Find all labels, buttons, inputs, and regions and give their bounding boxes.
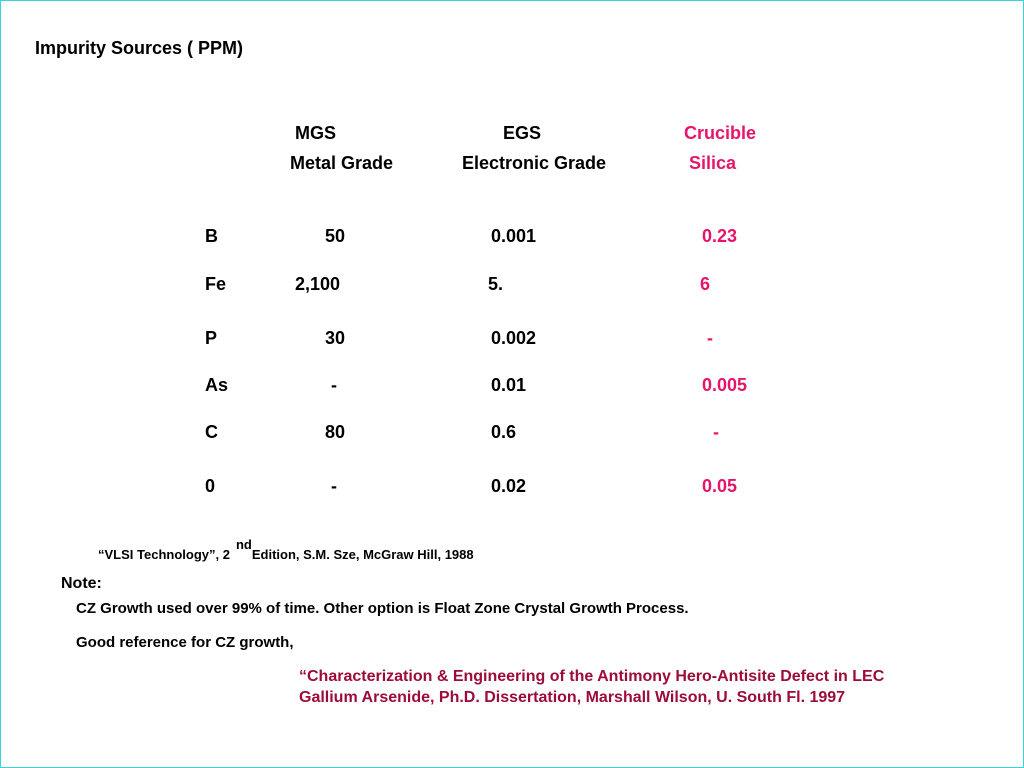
row-egs-value: 0.001 xyxy=(491,226,537,246)
row-crucible-value: - xyxy=(707,328,713,348)
citation xyxy=(98,537,474,562)
row-element: 0 xyxy=(205,476,216,496)
row-mgs-value: 80 xyxy=(325,422,346,442)
reference-text: “Characterization & Engineering of the Antimony Hero-Antisite Defect in LEC xyxy=(299,668,885,685)
citation-text: “VLSI Technology”, 2 xyxy=(98,547,230,562)
row-element: As xyxy=(205,375,229,395)
header-egs-full: Electronic Grade xyxy=(462,153,607,173)
header-crucible-abbr: Crucible xyxy=(684,123,757,143)
header-mgs-abbr: MGS xyxy=(295,123,337,143)
row-egs-value: 0.6 xyxy=(491,422,517,442)
row-mgs-value: - xyxy=(331,375,337,395)
row-crucible-value: 0.23 xyxy=(702,226,738,246)
row-crucible-value: 6 xyxy=(700,274,711,294)
note-text: Good reference for CZ growth, xyxy=(76,634,294,651)
row-egs-value: 5. xyxy=(488,274,504,294)
row-element: Fe xyxy=(205,274,227,294)
row-mgs-value: 50 xyxy=(325,226,346,246)
reference-text: Gallium Arsenide, Ph.D. Dissertation, Marshall Wilson, U. South Fl. 1997 xyxy=(299,689,846,706)
row-egs-value: 0.01 xyxy=(491,375,527,395)
note-label: Note: xyxy=(61,575,102,592)
citation-superscript: nd xyxy=(235,537,252,552)
row-element: C xyxy=(205,422,218,442)
row-element: B xyxy=(205,226,218,246)
page-title: Impurity Sources ( PPM) xyxy=(35,38,244,58)
row-element: P xyxy=(205,328,218,348)
row-egs-value: 0.002 xyxy=(491,328,537,348)
header-mgs-full: Metal Grade xyxy=(290,153,394,173)
row-crucible-value: - xyxy=(713,422,719,442)
header-egs-abbr: EGS xyxy=(503,123,542,143)
citation-text: Edition, S.M. Sze, McGraw Hill, 1988 xyxy=(251,547,474,562)
row-crucible-value: 0.005 xyxy=(702,375,748,395)
row-crucible-value: 0.05 xyxy=(702,476,738,496)
header-crucible-full: Silica xyxy=(689,153,737,173)
row-mgs-value: 2,100 xyxy=(295,274,341,294)
row-mgs-value: - xyxy=(331,476,337,496)
row-egs-value: 0.02 xyxy=(491,476,527,496)
note-text: CZ Growth used over 99% of time. Other option is Float Zone Crystal Growth Process. xyxy=(76,600,689,617)
row-mgs-value: 30 xyxy=(325,328,346,348)
